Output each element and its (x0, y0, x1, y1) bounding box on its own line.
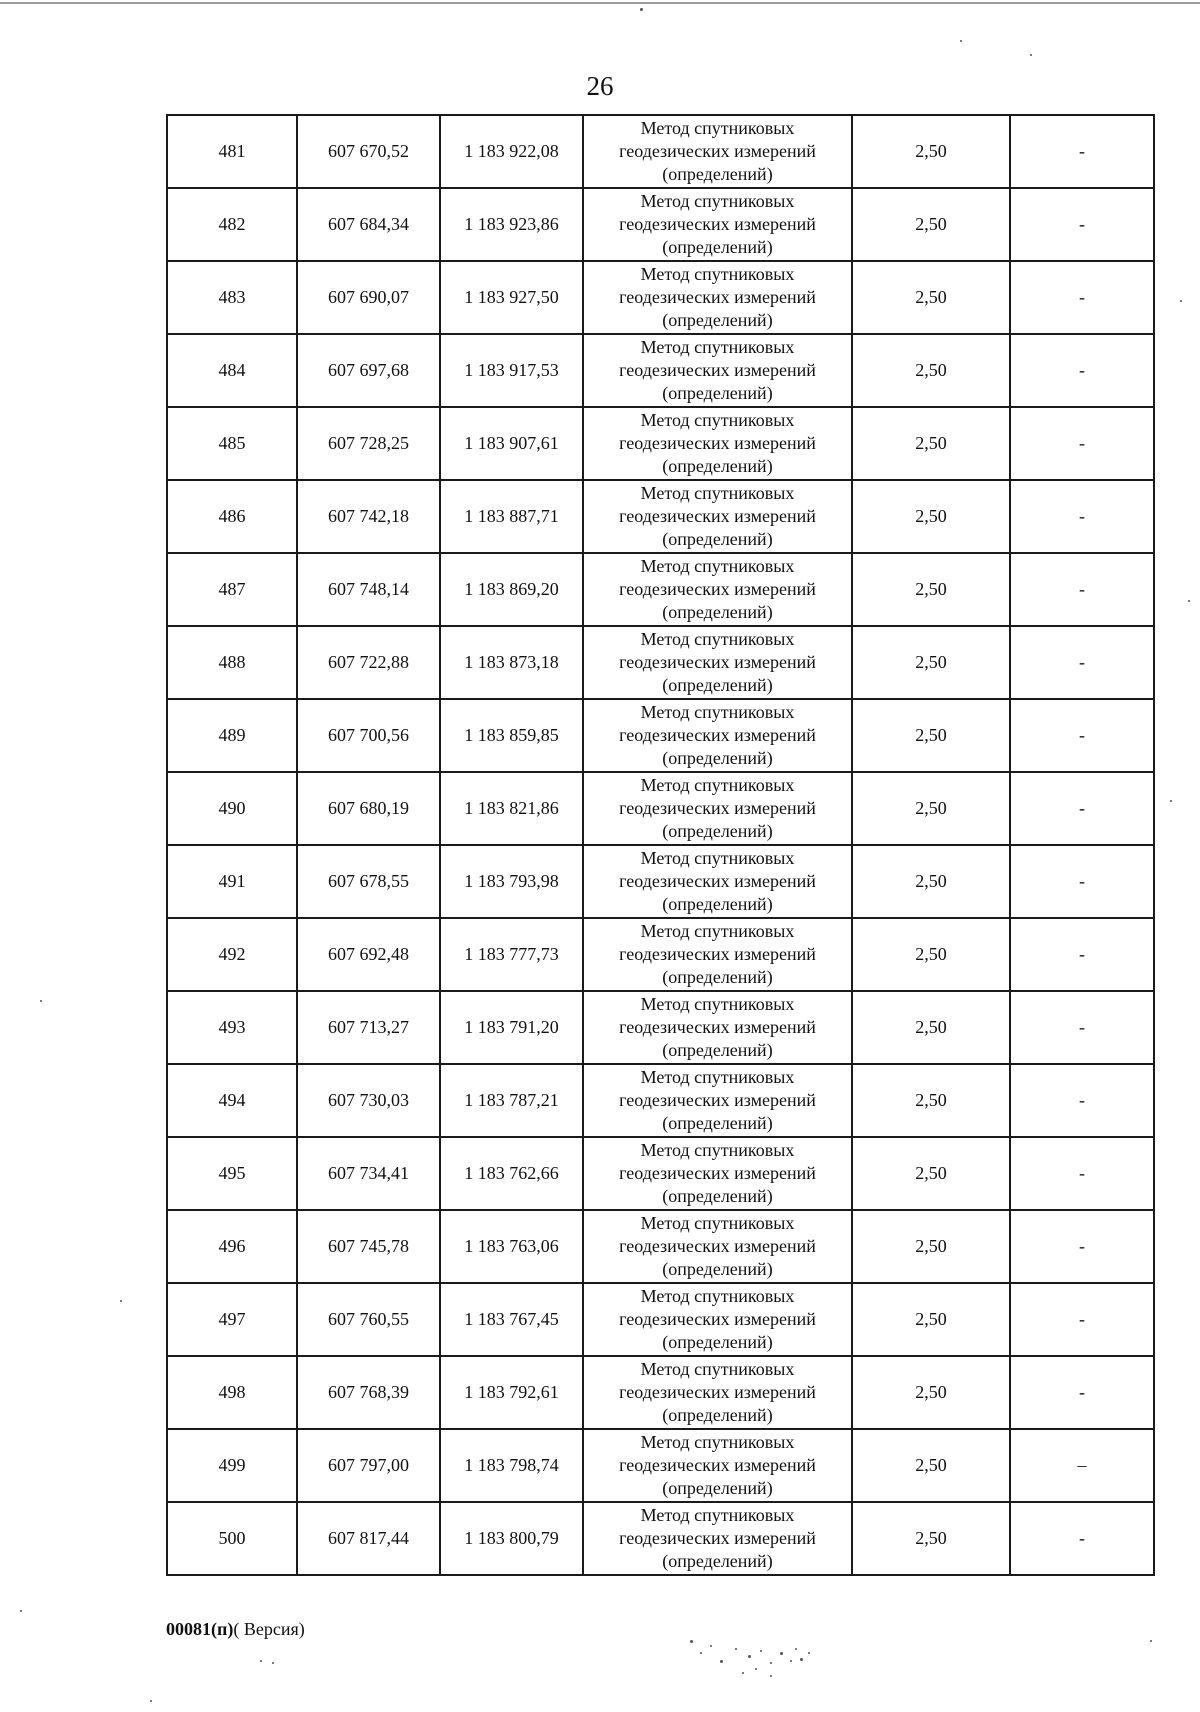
point-number-cell: 494 (167, 1064, 297, 1137)
point-number-cell: 483 (167, 261, 297, 334)
method-cell (583, 626, 852, 699)
note-cell: - (1010, 334, 1154, 407)
note-cell: - (1010, 1502, 1154, 1575)
accuracy-cell: 2,50 (852, 1210, 1010, 1283)
table-row (167, 480, 1154, 553)
method-text-line3: (определений) (662, 675, 773, 695)
scan-speck (150, 1700, 152, 1702)
note-cell: - (1010, 991, 1154, 1064)
y-coordinate-cell: 1 183 923,86 (440, 188, 583, 261)
method-text-line2: геодезических измерений (619, 725, 816, 745)
scan-speck (735, 1648, 737, 1650)
x-coordinate-cell: 607 692,48 (297, 918, 440, 991)
scan-speck (800, 1658, 803, 1661)
point-number-cell: 490 (167, 772, 297, 845)
method-text-line3: (определений) (662, 1186, 773, 1206)
table-row (167, 1210, 1154, 1283)
table-row (167, 261, 1154, 334)
top-rule (0, 2, 1200, 4)
x-coordinate-cell: 607 817,44 (297, 1502, 440, 1575)
scan-speck (1188, 600, 1190, 602)
method-text-line2: геодезических измерений (619, 871, 816, 891)
coordinates-table (166, 114, 1155, 1576)
point-number-cell: 497 (167, 1283, 297, 1356)
x-coordinate-cell: 607 728,25 (297, 407, 440, 480)
method-text-line3: (определений) (662, 1113, 773, 1133)
method-text-line3: (определений) (662, 237, 773, 257)
table-row (167, 1502, 1154, 1575)
scan-speck (700, 1652, 702, 1654)
y-coordinate-cell: 1 183 792,61 (440, 1356, 583, 1429)
point-number-cell: 484 (167, 334, 297, 407)
y-coordinate-cell: 1 183 787,21 (440, 1064, 583, 1137)
x-coordinate-cell: 607 730,03 (297, 1064, 440, 1137)
method-text-line3: (определений) (662, 1332, 773, 1352)
table-row (167, 553, 1154, 626)
method-text-line1: Метод спутниковых (640, 264, 795, 284)
method-text-line1: Метод спутниковых (640, 1286, 795, 1306)
x-coordinate-cell: 607 670,52 (297, 115, 440, 188)
method-text-line3: (определений) (662, 456, 773, 476)
method-text-line1: Метод спутниковых (640, 1213, 795, 1233)
method-text-line1: Метод спутниковых (640, 1140, 795, 1160)
table-row (167, 188, 1154, 261)
method-text-line1: Метод спутниковых (640, 848, 795, 868)
x-coordinate-cell: 607 760,55 (297, 1283, 440, 1356)
accuracy-cell: 2,50 (852, 553, 1010, 626)
scan-speck (748, 1655, 751, 1658)
method-cell (583, 115, 852, 188)
note-cell: - (1010, 261, 1154, 334)
footer-form-code (166, 1618, 305, 1640)
x-coordinate-cell: 607 697,68 (297, 334, 440, 407)
method-text-line3: (определений) (662, 1259, 773, 1279)
accuracy-cell: 2,50 (852, 1356, 1010, 1429)
method-text-line2: геодезических измерений (619, 944, 816, 964)
point-number-cell: 493 (167, 991, 297, 1064)
method-cell (583, 991, 852, 1064)
point-number-cell: 495 (167, 1137, 297, 1210)
method-text-line1: Метод спутниковых (640, 775, 795, 795)
table-row (167, 918, 1154, 991)
method-cell (583, 1356, 852, 1429)
accuracy-cell: 2,50 (852, 772, 1010, 845)
method-cell (583, 1064, 852, 1137)
table-row (167, 1064, 1154, 1137)
note-cell: - (1010, 1356, 1154, 1429)
table-row (167, 334, 1154, 407)
accuracy-cell: 2,50 (852, 1283, 1010, 1356)
method-text-line2: геодезических измерений (619, 1309, 816, 1329)
scan-speck (795, 1648, 797, 1650)
method-text-line3: (определений) (662, 821, 773, 841)
method-text-line3: (определений) (662, 967, 773, 987)
scan-speck (770, 1675, 772, 1677)
method-text-line2: геодезических измерений (619, 1382, 816, 1402)
method-cell (583, 1502, 852, 1575)
accuracy-cell: 2,50 (852, 626, 1010, 699)
scan-speck (120, 1300, 122, 1302)
note-cell: - (1010, 553, 1154, 626)
method-cell (583, 1137, 852, 1210)
method-text-line2: геодезических измерений (619, 360, 816, 380)
accuracy-cell: 2,50 (852, 334, 1010, 407)
footer-code: 00081(п) (166, 1619, 234, 1639)
scan-speck (960, 40, 962, 42)
scan-speck (710, 1645, 712, 1647)
method-text-line3: (определений) (662, 164, 773, 184)
method-text-line3: (определений) (662, 1405, 773, 1425)
table-row (167, 845, 1154, 918)
scan-speck (1150, 1640, 1152, 1642)
method-cell (583, 188, 852, 261)
note-cell: - (1010, 772, 1154, 845)
table-row (167, 772, 1154, 845)
scan-speck (780, 1652, 783, 1655)
method-cell (583, 407, 852, 480)
scan-speck (808, 1652, 810, 1654)
accuracy-cell: 2,50 (852, 1502, 1010, 1575)
method-text-line2: геодезических измерений (619, 1528, 816, 1548)
page-number: 26 (586, 71, 614, 101)
x-coordinate-cell: 607 680,19 (297, 772, 440, 845)
method-text-line2: геодезических измерений (619, 433, 816, 453)
method-text-line3: (определений) (662, 1551, 773, 1571)
method-text-line1: Метод спутниковых (640, 410, 795, 430)
method-text-line2: геодезических измерений (619, 1090, 816, 1110)
scan-speck (40, 1000, 42, 1002)
method-cell (583, 261, 852, 334)
method-text-line1: Метод спутниковых (640, 556, 795, 576)
scan-speck (1030, 54, 1032, 56)
method-text-line1: Метод спутниковых (640, 1067, 795, 1087)
table-row (167, 1429, 1154, 1502)
table-row (167, 115, 1154, 188)
table-row (167, 1137, 1154, 1210)
point-number-cell: 481 (167, 115, 297, 188)
table-row (167, 1356, 1154, 1429)
method-text-line1: Метод спутниковых (640, 1505, 795, 1525)
method-text-line3: (определений) (662, 602, 773, 622)
x-coordinate-cell: 607 713,27 (297, 991, 440, 1064)
x-coordinate-cell: 607 742,18 (297, 480, 440, 553)
x-coordinate-cell: 607 797,00 (297, 1429, 440, 1502)
table-row (167, 407, 1154, 480)
accuracy-cell: 2,50 (852, 188, 1010, 261)
scan-speck (742, 1672, 744, 1674)
point-number-cell: 491 (167, 845, 297, 918)
method-cell (583, 772, 852, 845)
method-text-line2: геодезических измерений (619, 287, 816, 307)
method-cell (583, 1283, 852, 1356)
method-text-line2: геодезических измерений (619, 1163, 816, 1183)
table-row (167, 626, 1154, 699)
scan-speck (1180, 300, 1182, 302)
method-text-line1: Метод спутниковых (640, 337, 795, 357)
point-number-cell: 488 (167, 626, 297, 699)
point-number-cell: 486 (167, 480, 297, 553)
method-text-line3: (определений) (662, 1040, 773, 1060)
accuracy-cell: 2,50 (852, 261, 1010, 334)
note-cell: - (1010, 1137, 1154, 1210)
method-text-line1: Метод спутниковых (640, 483, 795, 503)
footer-version: ( Версия) (233, 1619, 305, 1639)
y-coordinate-cell: 1 183 917,53 (440, 334, 583, 407)
scan-speck (770, 1662, 772, 1664)
method-text-line2: геодезических измерений (619, 141, 816, 161)
method-text-line1: Метод спутниковых (640, 702, 795, 722)
method-text-line3: (определений) (662, 310, 773, 330)
method-cell (583, 918, 852, 991)
method-cell (583, 480, 852, 553)
y-coordinate-cell: 1 183 887,71 (440, 480, 583, 553)
method-cell (583, 553, 852, 626)
method-cell (583, 334, 852, 407)
x-coordinate-cell: 607 734,41 (297, 1137, 440, 1210)
x-coordinate-cell: 607 722,88 (297, 626, 440, 699)
scan-speck (1170, 800, 1172, 802)
method-text-line1: Метод спутниковых (640, 118, 795, 138)
point-number-cell: 500 (167, 1502, 297, 1575)
accuracy-cell: 2,50 (852, 845, 1010, 918)
scan-speck (790, 1660, 792, 1662)
table-row (167, 991, 1154, 1064)
scan-speck (640, 8, 643, 11)
method-text-line1: Метод спутниковых (640, 994, 795, 1014)
method-text-line2: геодезических измерений (619, 1017, 816, 1037)
y-coordinate-cell: 1 183 859,85 (440, 699, 583, 772)
y-coordinate-cell: 1 183 793,98 (440, 845, 583, 918)
point-number-cell: 499 (167, 1429, 297, 1502)
accuracy-cell: 2,50 (852, 115, 1010, 188)
table-row (167, 699, 1154, 772)
note-cell: - (1010, 115, 1154, 188)
coordinates-table-body (167, 115, 1154, 1575)
x-coordinate-cell: 607 690,07 (297, 261, 440, 334)
note-cell: - (1010, 188, 1154, 261)
y-coordinate-cell: 1 183 777,73 (440, 918, 583, 991)
note-cell: - (1010, 407, 1154, 480)
x-coordinate-cell: 607 684,34 (297, 188, 440, 261)
accuracy-cell: 2,50 (852, 918, 1010, 991)
x-coordinate-cell: 607 748,14 (297, 553, 440, 626)
scan-speck (760, 1650, 762, 1652)
point-number-cell: 485 (167, 407, 297, 480)
method-text-line1: Метод спутниковых (640, 1432, 795, 1452)
method-text-line2: геодезических измерений (619, 579, 816, 599)
y-coordinate-cell: 1 183 907,61 (440, 407, 583, 480)
method-text-line2: геодезических измерений (619, 652, 816, 672)
method-cell (583, 845, 852, 918)
method-text-line2: геодезических измерений (619, 798, 816, 818)
method-text-line1: Метод спутниковых (640, 629, 795, 649)
note-cell: - (1010, 1064, 1154, 1137)
note-cell: - (1010, 1210, 1154, 1283)
scan-speck (20, 1610, 22, 1612)
accuracy-cell: 2,50 (852, 480, 1010, 553)
method-text-line3: (определений) (662, 529, 773, 549)
point-number-cell: 482 (167, 188, 297, 261)
x-coordinate-cell: 607 768,39 (297, 1356, 440, 1429)
scan-speck (260, 1660, 262, 1662)
y-coordinate-cell: 1 183 927,50 (440, 261, 583, 334)
y-coordinate-cell: 1 183 791,20 (440, 991, 583, 1064)
y-coordinate-cell: 1 183 922,08 (440, 115, 583, 188)
method-text-line2: геодезических измерений (619, 214, 816, 234)
y-coordinate-cell: 1 183 869,20 (440, 553, 583, 626)
y-coordinate-cell: 1 183 763,06 (440, 1210, 583, 1283)
y-coordinate-cell: 1 183 762,66 (440, 1137, 583, 1210)
note-cell: - (1010, 918, 1154, 991)
accuracy-cell: 2,50 (852, 1429, 1010, 1502)
accuracy-cell: 2,50 (852, 407, 1010, 480)
note-cell: - (1010, 626, 1154, 699)
method-text-line2: геодезических измерений (619, 1455, 816, 1475)
method-text-line3: (определений) (662, 894, 773, 914)
note-cell: - (1010, 480, 1154, 553)
y-coordinate-cell: 1 183 800,79 (440, 1502, 583, 1575)
scan-speck (720, 1660, 723, 1663)
method-cell (583, 699, 852, 772)
y-coordinate-cell: 1 183 821,86 (440, 772, 583, 845)
x-coordinate-cell: 607 700,56 (297, 699, 440, 772)
method-text-line2: геодезических измерений (619, 1236, 816, 1256)
y-coordinate-cell: 1 183 798,74 (440, 1429, 583, 1502)
method-text-line1: Метод спутниковых (640, 921, 795, 941)
accuracy-cell: 2,50 (852, 1064, 1010, 1137)
method-text-line3: (определений) (662, 1478, 773, 1498)
point-number-cell: 489 (167, 699, 297, 772)
method-text-line3: (определений) (662, 748, 773, 768)
method-cell (583, 1429, 852, 1502)
accuracy-cell: 2,50 (852, 699, 1010, 772)
accuracy-cell: 2,50 (852, 991, 1010, 1064)
note-cell: - (1010, 1283, 1154, 1356)
y-coordinate-cell: 1 183 873,18 (440, 626, 583, 699)
method-text-line2: геодезических измерений (619, 506, 816, 526)
method-text-line3: (определений) (662, 383, 773, 403)
y-coordinate-cell: 1 183 767,45 (440, 1283, 583, 1356)
point-number-cell: 496 (167, 1210, 297, 1283)
scan-speck (272, 1662, 274, 1664)
note-cell: - (1010, 699, 1154, 772)
method-cell (583, 1210, 852, 1283)
method-text-line1: Метод спутниковых (640, 1359, 795, 1379)
note-cell: - (1010, 845, 1154, 918)
point-number-cell: 487 (167, 553, 297, 626)
point-number-cell: 498 (167, 1356, 297, 1429)
accuracy-cell: 2,50 (852, 1137, 1010, 1210)
scan-speck (690, 1640, 693, 1643)
table-row (167, 1283, 1154, 1356)
scan-speck (755, 1668, 757, 1670)
note-cell: – (1010, 1429, 1154, 1502)
method-text-line1: Метод спутниковых (640, 191, 795, 211)
x-coordinate-cell: 607 745,78 (297, 1210, 440, 1283)
x-coordinate-cell: 607 678,55 (297, 845, 440, 918)
point-number-cell: 492 (167, 918, 297, 991)
